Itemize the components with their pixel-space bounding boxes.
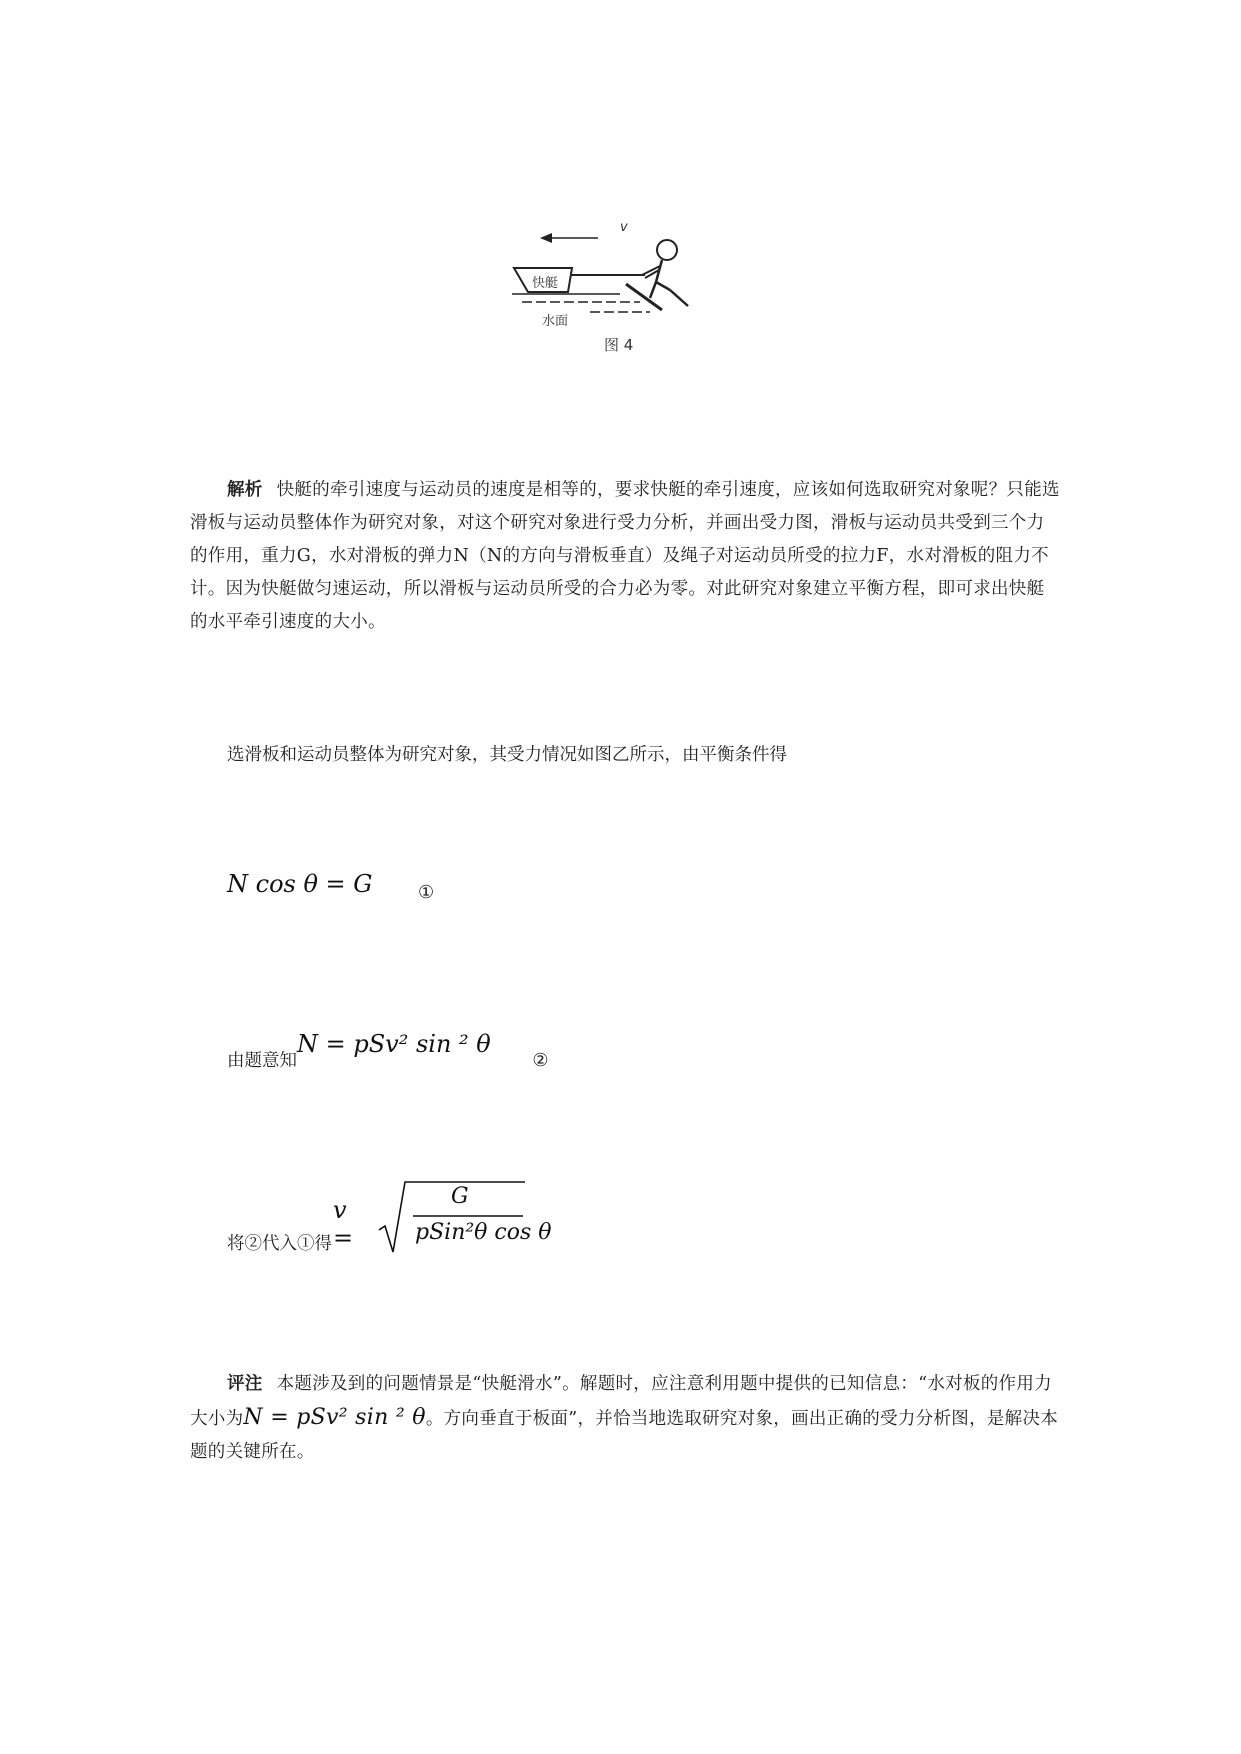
comment-paragraph	[190, 1368, 1060, 1469]
boat-label: 快艇	[532, 276, 559, 291]
equation-2	[227, 1030, 549, 1071]
equation-1	[227, 870, 435, 903]
equation-2-formula: N = pSv² sin ² θ	[297, 1030, 491, 1058]
comment-text-before: 本题涉及到的问题情景是“快艇滑水”。解题时，应注意利用题中提供的已知信息：“水对板的作用力大小为	[190, 1374, 1052, 1429]
equation-2-prefix: 由题意知	[227, 1051, 297, 1071]
comment-lead: 评注	[227, 1374, 263, 1394]
figure-boat-skier	[510, 220, 730, 360]
equation-3-prefix: 将②代入①得	[227, 1234, 332, 1254]
analysis-text: 快艇的牵引速度与运动员的速度是相等的，要求快艇的牵引速度，应该如何选取研究对象呢？只能选滑板与运动员整体作为研究对象，对这个研究对象进行受力分析，并画出受力图，滑板与运动员共受到三个力的作用，重力G，水对滑板的弹力N（N的方向与滑板垂直）及绳子对运动员所受的拉力F，水对滑板的阻力不计。因为快艇做匀速运动，所以滑板与运动员所受的合力必为零。对此研究对象建立平衡方程，即可求出快艇的水平牵引速度的大小。	[190, 480, 1060, 632]
velocity-label: v	[620, 220, 628, 235]
equation-1-marker: ①	[418, 882, 435, 903]
comment-text-after: 。方向垂直于板面”，并恰当地选取研究对象，画出正确的受力分析图，是解决本题的关键所在。	[190, 1409, 1059, 1462]
equation-3-numerator: G	[451, 1184, 469, 1209]
setup-sentence: 选滑板和运动员整体为研究对象，其受力情况如图乙所示，由平衡条件得	[227, 745, 787, 765]
equation-3-denominator: pSin²θ cos θ	[415, 1220, 552, 1245]
water-label: 水面	[542, 314, 569, 329]
figure-caption: 图 4	[604, 336, 634, 354]
equation-2-marker: ②	[532, 1050, 549, 1071]
analysis-paragraph	[190, 474, 1060, 639]
equation-1-formula: N cos θ = G	[227, 870, 373, 898]
comment-formula: N = pSv² sin ² θ	[243, 1405, 426, 1430]
equation-3-lhs: v =	[333, 1196, 354, 1252]
analysis-lead: 解析	[227, 480, 263, 500]
